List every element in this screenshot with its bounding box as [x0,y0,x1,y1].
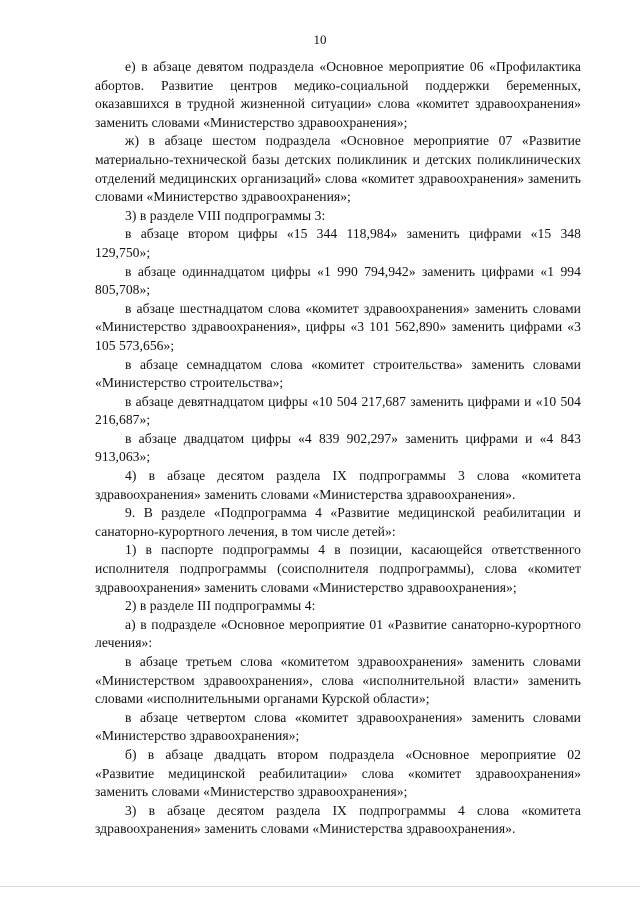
paragraph: 4) в абзаце десятом раздела IX подпрограммы 3 слова «комитета здравоохранения» заменить словами «Министерства здравоохранения». [95,468,581,502]
document-body [95,58,581,839]
bottom-divider [0,886,640,887]
page-number: 10 [313,32,327,47]
paragraph: е) в абзаце девятом подраздела «Основное мероприятие 06 «Профилактика абортов. Развитие центров медико-социальной поддержки беременных, оказавшихся в трудной жизненной ситуации» слова «комитет здравоохранения» заменить словами «Министерство здравоохранения»; [95,59,581,130]
paragraph: 3) в разделе VIII подпрограммы 3: [125,207,326,223]
paragraph: 1) в паспорте подпрограммы 4 в позиции, касающейся ответственного исполнителя подпрограммы (соисполнителя подпрограммы), слова «комитет здравоохранения» заменить словами «Министерство здравоохранения»; [95,542,581,595]
paragraph: б) в абзаце двадцать втором подраздела «Основное мероприятие 02 «Развитие медицинской реабилитации» слова «комитет здравоохранения» заменить словами «Министерство здравоохранения»; [95,746,581,800]
paragraph: 3) в абзаце десятом раздела IX подпрограммы 4 слова «комитета здравоохранения» заменить словами «Министерства здравоохранения». [95,802,581,837]
paragraph: а) в подразделе «Основное мероприятие 01 «Развитие санаторно-курортного лечения»: [95,616,581,651]
paragraph: в абзаце семнадцатом слова «комитет строительства» заменить словами «Министерство строительства»; [95,356,581,391]
paragraph: 9. В разделе «Подпрограмма 4 «Развитие медицинской реабилитации и санаторно-курортного лечения, в том числе детей»: [95,505,581,539]
paragraph: в абзаце втором цифры «15 344 118,984» заменить цифрами «15 348 129,750»; [95,226,581,260]
paragraph: в абзаце двадцатом цифры «4 839 902,297» заменить цифрами и «4 843 913,063»; [95,430,581,465]
paragraph: 2) в разделе III подпрограммы 4: [125,598,316,614]
paragraph: ж) в абзаце шестом подраздела «Основное мероприятие 07 «Развитие материально-технической базы детских поликлиник и детских поликлинических отделений медицинских организаций» слова «комитет здравоохранения» заменить словами «Министерство здравоохранения»; [95,133,581,205]
paragraph: в абзаце шестнадцатом слова «комитет здравоохранения» заменить словами «Министерство здравоохранения», цифры «3 101 562,890» заменить цифрами «3 105 573,656»; [95,300,581,353]
paragraph: в абзаце одиннадцатом цифры «1 990 794,942» заменить цифрами «1 994 805,708»; [95,263,581,298]
paragraph: в абзаце третьем слова «комитетом здравоохранения» заменить словами «Министерством здравоохранения», слова «исполнительной власти» заменить словами «исполнительными органами Курской области»; [95,654,581,707]
paragraph: в абзаце четвертом слова «комитет здравоохранения» заменить словами «Министерство здравоохранения»; [95,709,581,744]
paragraph: в абзаце девятнадцатом цифры «10 504 217,687 заменить цифрами и «10 504 216,687»; [95,393,581,428]
